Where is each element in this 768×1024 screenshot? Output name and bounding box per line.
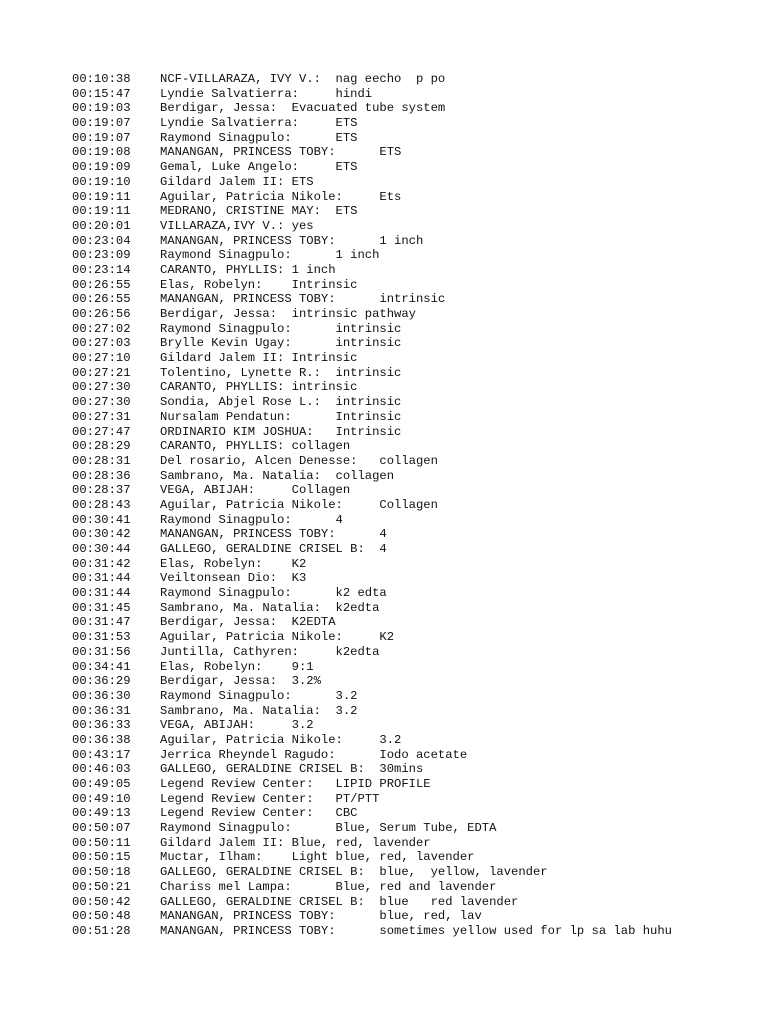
chat-line	[72, 645, 752, 660]
chat-line	[72, 865, 752, 880]
chat-line	[72, 748, 752, 763]
message-text: MANANGAN, PRINCESS TOBY: 1 inch	[160, 233, 424, 248]
message-text: Legend Review Center: CBC	[160, 806, 358, 821]
message-text: Raymond Sinagpulo: Blue, Serum Tube, EDTA	[160, 821, 497, 836]
chat-line	[72, 439, 752, 454]
chat-line	[72, 571, 752, 586]
chat-line	[72, 762, 752, 777]
timestamp: 00:19:03	[72, 101, 131, 116]
chat-line	[72, 204, 752, 219]
timestamp: 00:26:56	[72, 307, 131, 321]
message-text: Gildard Jalem II: Blue, red, lavender	[160, 835, 431, 850]
message-text: Del rosario, Alcen Denesse: collagen	[160, 453, 438, 468]
timestamp: 00:27:47	[72, 424, 131, 439]
chat-line	[72, 278, 752, 293]
message-text: Jerrica Rheyndel Ragudo: Iodo acetate	[160, 747, 468, 762]
chat-line	[72, 660, 752, 675]
chat-line	[72, 336, 752, 351]
chat-line	[72, 116, 752, 131]
chat-line	[72, 160, 752, 175]
message-text: MANANGAN, PRINCESS TOBY: ETS	[160, 145, 402, 160]
timestamp: 00:36:38	[72, 732, 131, 747]
chat-line	[72, 366, 752, 381]
timestamp: 00:27:31	[72, 409, 131, 424]
chat-line	[72, 131, 752, 146]
message-text: Legend Review Center: PT/PTT	[160, 791, 380, 806]
chat-line	[72, 72, 752, 87]
timestamp: 00:50:07	[72, 821, 131, 836]
message-text: GALLEGO, GERALDINE CRISEL B: 30mins	[160, 762, 424, 777]
chat-line	[72, 557, 752, 572]
message-text: Raymond Sinagpulo: k2 edta	[160, 586, 387, 601]
timestamp: 00:36:31	[72, 703, 131, 718]
chat-line	[72, 821, 752, 836]
timestamp: 00:50:21	[72, 879, 131, 894]
chat-line	[72, 248, 752, 263]
timestamp: 00:19:11	[72, 189, 131, 204]
timestamp: 00:23:14	[72, 262, 131, 277]
message-text: Sambrano, Ma. Natalia: collagen	[160, 468, 395, 483]
chat-line	[72, 542, 752, 557]
chat-line	[72, 234, 752, 249]
timestamp: 00:19:11	[72, 204, 131, 219]
timestamp: 00:43:17	[72, 747, 131, 762]
timestamp: 00:49:05	[72, 777, 131, 791]
timestamp: 00:46:03	[72, 762, 131, 777]
chat-line	[72, 351, 752, 366]
message-text: Raymond Sinagpulo: 3.2	[160, 688, 358, 703]
message-text: Aguilar, Patricia Nikole: Collagen	[160, 497, 438, 512]
message-text: Veiltonsean Dio: K3	[160, 571, 307, 586]
message-text: MANANGAN, PRINCESS TOBY: intrinsic	[160, 292, 446, 307]
chat-line	[72, 924, 752, 939]
message-text: GALLEGO, GERALDINE CRISEL B: blue, yellow, lavender	[160, 865, 548, 880]
chat-line	[72, 483, 752, 498]
message-text: Raymond Sinagpulo: 4	[160, 512, 343, 527]
timestamp: 00:23:09	[72, 248, 131, 263]
timestamp: 00:49:13	[72, 806, 131, 821]
timestamp: 00:28:43	[72, 497, 131, 512]
chat-line	[72, 469, 752, 484]
chat-line	[72, 850, 752, 865]
chat-line	[72, 145, 752, 160]
chat-line	[72, 895, 752, 910]
message-text: Raymond Sinagpulo: ETS	[160, 130, 358, 145]
timestamp: 00:20:01	[72, 218, 131, 233]
message-text: ORDINARIO KIM JOSHUA: Intrinsic	[160, 424, 402, 439]
chat-line	[72, 674, 752, 689]
chat-line	[72, 87, 752, 102]
chat-line	[72, 689, 752, 704]
message-text: MEDRANO, CRISTINE MAY: ETS	[160, 204, 358, 219]
chat-line	[72, 380, 752, 395]
chat-line	[72, 792, 752, 807]
chat-line	[72, 395, 752, 410]
timestamp: 00:31:42	[72, 556, 131, 571]
timestamp: 00:50:11	[72, 835, 131, 850]
timestamp: 00:49:10	[72, 791, 131, 806]
message-text: NCF-VILLARAZA, IVY V.: nag eecho p po	[160, 72, 446, 86]
timestamp: 00:26:55	[72, 277, 131, 292]
timestamp: 00:36:30	[72, 688, 131, 703]
timestamp: 00:27:21	[72, 365, 131, 380]
chat-line	[72, 718, 752, 733]
message-text: Muctar, Ilham: Light blue, red, lavender	[160, 850, 475, 865]
chat-line	[72, 454, 752, 469]
message-text: Chariss mel Lampa: Blue, red and lavender	[160, 879, 497, 894]
timestamp: 00:31:44	[72, 571, 131, 586]
message-text: MANANGAN, PRINCESS TOBY: blue, red, lav	[160, 909, 482, 924]
message-text: Elas, Robelyn: K2	[160, 556, 307, 571]
message-text: Brylle Kevin Ugay: intrinsic	[160, 336, 402, 351]
timestamp: 00:28:31	[72, 453, 131, 468]
message-text: Berdigar, Jessa: K2EDTA	[160, 615, 336, 630]
timestamp: 00:31:44	[72, 586, 131, 601]
timestamp: 00:27:30	[72, 395, 131, 410]
message-text: Sambrano, Ma. Natalia: 3.2	[160, 703, 358, 718]
message-text: Gildard Jalem II: ETS	[160, 174, 314, 189]
message-text: Raymond Sinagpulo: intrinsic	[160, 321, 402, 336]
message-text: VEGA, ABIJAH: Collagen	[160, 483, 351, 498]
timestamp: 00:50:15	[72, 850, 131, 865]
message-text: Elas, Robelyn: Intrinsic	[160, 277, 358, 292]
chat-line	[72, 733, 752, 748]
message-text: Sondia, Abjel Rose L.: intrinsic	[160, 395, 402, 410]
message-text: CARANTO, PHYLLIS: intrinsic	[160, 380, 358, 395]
timestamp: 00:27:10	[72, 351, 131, 366]
chat-line	[72, 630, 752, 645]
message-text: Elas, Robelyn: 9:1	[160, 659, 314, 674]
chat-line	[72, 527, 752, 542]
message-text: GALLEGO, GERALDINE CRISEL B: blue red lavender	[160, 894, 519, 909]
message-text: Berdigar, Jessa: intrinsic pathway	[160, 307, 416, 321]
timestamp: 00:28:37	[72, 483, 131, 498]
timestamp: 00:19:10	[72, 174, 131, 189]
chat-line	[72, 615, 752, 630]
message-text: Juntilla, Cathyren: k2edta	[160, 644, 380, 659]
chat-line	[72, 190, 752, 205]
timestamp: 00:19:09	[72, 160, 131, 175]
chat-line	[72, 704, 752, 719]
message-text: Berdigar, Jessa: 3.2%	[160, 674, 321, 689]
timestamp: 00:27:30	[72, 380, 131, 395]
timestamp: 00:15:47	[72, 86, 131, 101]
chat-line	[72, 292, 752, 307]
timestamp: 00:31:45	[72, 600, 131, 615]
chat-line	[72, 498, 752, 513]
message-text: Gemal, Luke Angelo: ETS	[160, 160, 358, 175]
message-text: MANANGAN, PRINCESS TOBY: sometimes yellow used for lp sa lab huhu	[160, 923, 672, 938]
message-text: Tolentino, Lynette R.: intrinsic	[160, 365, 402, 380]
chat-line	[72, 586, 752, 601]
chat-line	[72, 909, 752, 924]
message-text: GALLEGO, GERALDINE CRISEL B: 4	[160, 542, 387, 556]
timestamp: 00:19:08	[72, 145, 131, 160]
timestamp: 00:31:56	[72, 644, 131, 659]
timestamp: 00:28:36	[72, 468, 131, 483]
timestamp: 00:19:07	[72, 116, 131, 131]
chat-line	[72, 101, 752, 116]
timestamp: 00:34:41	[72, 659, 131, 674]
chat-line	[72, 263, 752, 278]
timestamp: 00:36:29	[72, 674, 131, 689]
chat-line	[72, 513, 752, 528]
timestamp: 00:10:38	[72, 72, 131, 86]
timestamp: 00:30:42	[72, 527, 131, 542]
message-text: CARANTO, PHYLLIS: 1 inch	[160, 262, 336, 277]
chat-line	[72, 307, 752, 322]
timestamp: 00:30:44	[72, 542, 131, 556]
message-text: VILLARAZA,IVY V.: yes	[160, 218, 314, 233]
chat-line	[72, 777, 752, 792]
message-text: Aguilar, Patricia Nikole: 3.2	[160, 732, 402, 747]
timestamp: 00:50:18	[72, 865, 131, 880]
message-text: Raymond Sinagpulo: 1 inch	[160, 248, 380, 263]
message-text: Sambrano, Ma. Natalia: k2edta	[160, 600, 380, 615]
timestamp: 00:50:42	[72, 894, 131, 909]
timestamp: 00:28:29	[72, 439, 131, 454]
message-text: Lyndie Salvatierra: hindi	[160, 86, 373, 101]
timestamp: 00:19:07	[72, 130, 131, 145]
chat-line	[72, 322, 752, 337]
message-text: MANANGAN, PRINCESS TOBY: 4	[160, 527, 387, 542]
timestamp: 00:27:03	[72, 336, 131, 351]
timestamp: 00:23:04	[72, 233, 131, 248]
chat-line	[72, 175, 752, 190]
message-text: Lyndie Salvatierra: ETS	[160, 116, 358, 131]
message-text: Aguilar, Patricia Nikole: K2	[160, 630, 395, 645]
chat-line	[72, 410, 752, 425]
timestamp: 00:51:28	[72, 923, 131, 938]
chat-line	[72, 836, 752, 851]
timestamp: 00:31:53	[72, 630, 131, 645]
timestamp: 00:50:48	[72, 909, 131, 924]
chat-line	[72, 425, 752, 440]
message-text: Legend Review Center: LIPID PROFILE	[160, 777, 431, 791]
chat-line	[72, 806, 752, 821]
chat-line	[72, 601, 752, 616]
timestamp: 00:36:33	[72, 718, 131, 733]
message-text: VEGA, ABIJAH: 3.2	[160, 718, 314, 733]
message-text: Nursalam Pendatun: Intrinsic	[160, 409, 402, 424]
timestamp: 00:27:02	[72, 321, 131, 336]
chat-line	[72, 880, 752, 895]
timestamp: 00:30:41	[72, 512, 131, 527]
chat-transcript	[72, 72, 752, 939]
message-text: CARANTO, PHYLLIS: collagen	[160, 439, 351, 454]
message-text: Aguilar, Patricia Nikole: Ets	[160, 189, 402, 204]
message-text: Berdigar, Jessa: Evacuated tube system	[160, 101, 446, 116]
timestamp: 00:31:47	[72, 615, 131, 630]
chat-line	[72, 219, 752, 234]
message-text: Gildard Jalem II: Intrinsic	[160, 351, 358, 366]
timestamp: 00:26:55	[72, 292, 131, 307]
